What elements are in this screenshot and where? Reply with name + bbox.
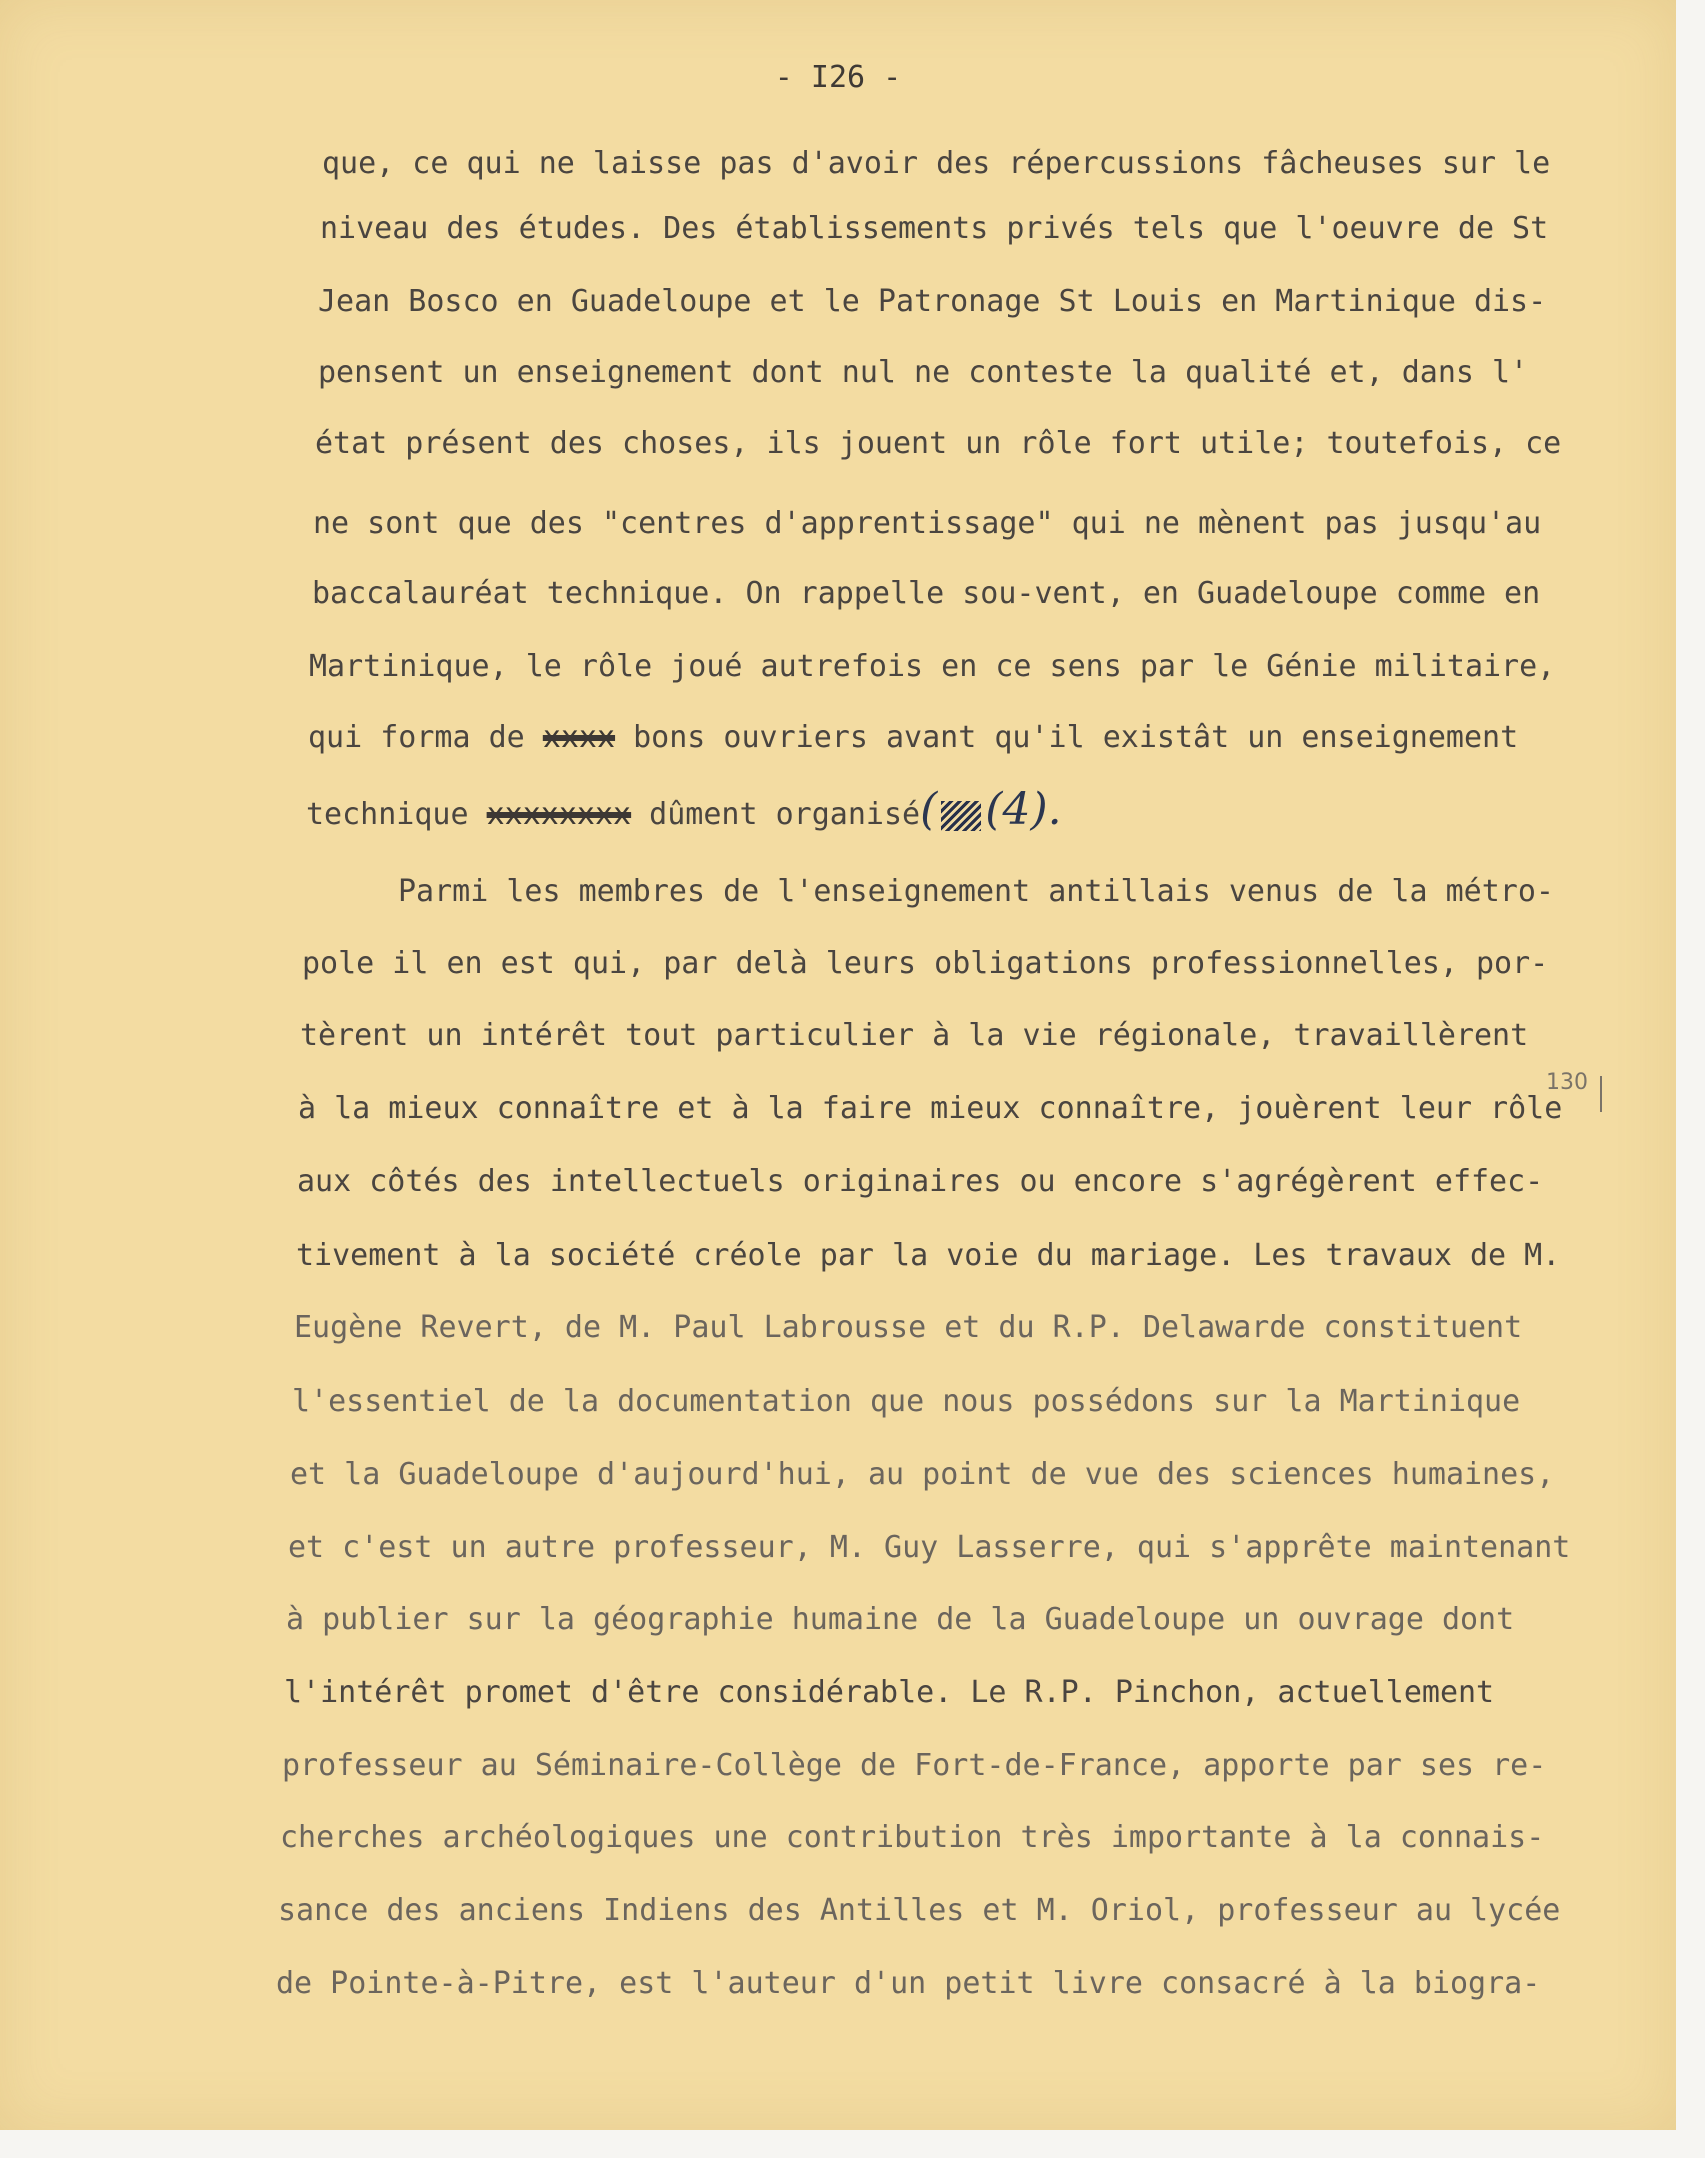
paragraph-1-line-5: état présent des choses, ils jouent un rôle fort utile; toutefois, ce — [315, 426, 1562, 461]
paragraph-1-line-3: Jean Bosco en Guadeloupe et le Patronage St Louis en Martinique dis- — [318, 284, 1547, 319]
paragraph-2-line-1: Parmi les membres de l'enseignement antillais venus de la métro- — [398, 874, 1554, 909]
paragraph-2-line-14: cherches archéologiques une contribution très importante à la connais- — [280, 1820, 1545, 1855]
paragraph-2-line-3: tèrent un intérêt tout particulier à la vie régionale, travaillèrent — [300, 1018, 1529, 1053]
paragraph-1-line-8: Martinique, le rôle joué autrefois en ce sens par le Génie militaire, — [309, 649, 1556, 684]
paragraph-2-line-13: professeur au Séminaire-Collège de Fort-de-France, apporte par ses re- — [282, 1748, 1547, 1783]
paragraph-1-line-10 — [306, 784, 1062, 835]
paragraph-1-line-6: ne sont que des "centres d'apprentissage" qui ne mènent pas jusqu'au — [313, 506, 1542, 541]
handwritten-footnote-mark: (4). — [985, 784, 1062, 835]
paragraph-2-line-10: et c'est un autre professeur, M. Guy Lasserre, qui s'apprête maintenant — [288, 1530, 1571, 1565]
page-number: - I26 - — [774, 60, 902, 95]
scan-edge-right — [1676, 0, 1705, 2158]
margin-annotation: 130 — [1546, 1070, 1588, 1095]
paragraph-2-line-5: aux côtés des intellectuels originaires ou encore s'agrégèrent effec- — [297, 1164, 1544, 1199]
line-9-end: bons ouvriers avant qu'il existât un enseignement — [615, 720, 1519, 755]
struck-out-text: xxxxxxxx — [486, 797, 632, 832]
paragraph-1-line-9 — [308, 720, 1518, 756]
paragraph-2-line-16: de Pointe-à-Pitre, est l'auteur d'un petit livre consacré à la biogra- — [276, 1966, 1541, 2001]
paragraph-2-line-2: pole il en est qui, par delà leurs obligations professionnelles, por- — [302, 946, 1549, 981]
line-10-start: technique — [306, 797, 487, 832]
margin-bracket — [1600, 1076, 1602, 1112]
paragraph-2-line-11: à publier sur la géographie humaine de la Guadeloupe un ouvrage dont — [286, 1602, 1515, 1637]
scribble-mark — [941, 801, 981, 831]
paragraph-2-line-8: l'essentiel de la documentation que nous possédons sur la Martinique — [292, 1384, 1521, 1419]
paragraph-2-line-6: tivement à la société créole par la voie du mariage. Les travaux de M. — [296, 1238, 1561, 1273]
paragraph-2-line-7: Eugène Revert, de M. Paul Labrousse et du R.P. Delawarde constituent — [294, 1310, 1523, 1345]
paragraph-2-line-15: sance des anciens Indiens des Antilles et M. Oriol, professeur au lycée — [278, 1893, 1561, 1928]
paragraph-1-line-2: niveau des études. Des établissements privés tels que l'oeuvre de St — [320, 211, 1549, 246]
line-10-end: dûment organisé — [631, 797, 921, 832]
line-9-start: qui forma de — [308, 720, 543, 755]
paragraph-2-line-4: à la mieux connaître et à la faire mieux connaître, jouèrent leur rôle — [298, 1091, 1563, 1126]
scan-edge-bottom — [0, 2130, 1705, 2158]
paragraph-1-line-1: que, ce qui ne laisse pas d'avoir des répercussions fâcheuses sur le — [322, 146, 1551, 181]
handwritten-paren: ( — [920, 784, 938, 835]
paragraph-2-line-9: et la Guadeloupe d'aujourd'hui, au point de vue des sciences humaines, — [290, 1457, 1555, 1492]
paragraph-1-line-7: baccalauréat technique. On rappelle sou-vent, en Guadeloupe comme en — [312, 576, 1541, 611]
paragraph-1-line-4: pensent un enseignement dont nul ne conteste la qualité et, dans l' — [318, 355, 1529, 390]
struck-out-text: xxxx — [542, 720, 616, 755]
paragraph-2-line-12: l'intérêt promet d'être considérable. Le R.P. Pinchon, actuellement — [284, 1675, 1495, 1710]
